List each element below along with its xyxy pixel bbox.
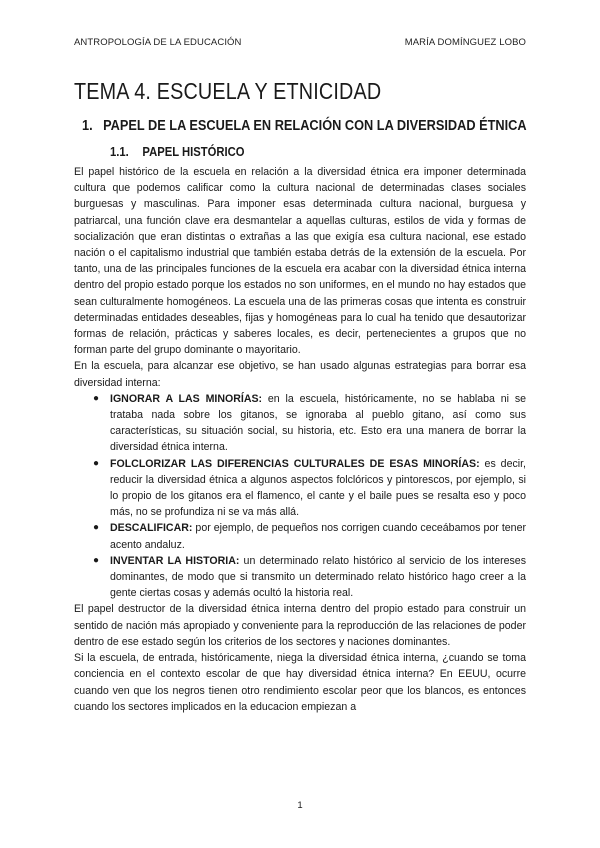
bullet-icon: ● <box>93 554 100 566</box>
list-item <box>93 520 526 552</box>
section-heading <box>82 118 527 134</box>
subsection-number: 1.1. <box>110 145 129 159</box>
strategy-term: INVENTAR LA HISTORIA: <box>110 554 240 567</box>
strategy-text: por ejemplo, de pequeños nos corrigen cuando ceceábamos por tener acento andaluz. <box>110 522 526 551</box>
header-author: MARÍA DOMÍNGUEZ LOBO <box>404 37 526 48</box>
bullet-icon: ● <box>93 522 100 534</box>
paragraph: En la escuela, para alcanzar ese objetivo, se han usado algunas estrategias para borrar esa diversidad interna: <box>74 360 526 389</box>
subsection-title: PAPEL HISTÓRICO <box>142 145 245 159</box>
section-title: PAPEL DE LA ESCUELA EN RELACIÓN CON LA DIVERSIDAD ÉTNICA <box>103 118 527 134</box>
section-number: 1. <box>82 118 93 134</box>
list-item <box>93 391 527 456</box>
list-item <box>93 456 526 521</box>
strategy-term: FOLCLORIZAR LAS DIFERENCIAS CULTURALES DE ESAS MINORÍAS: <box>110 457 480 470</box>
page-number: 1 <box>297 800 303 811</box>
paragraph: Si la escuela, de entrada, históricamente, niega la diversidad étnica interna, ¿cuando se toma conciencia en el contexto escolar de que hay diversidad étnica interna? En EEUU, ocurre cuando ven que los negros tienen otro rendimiento escolar peor que los blancos, es entonces cuando los sectores implicados en la educacion empiezan a <box>74 652 526 713</box>
paragraph: El papel destructor de la diversidad étnica interna dentro del propio estado para construir un sentido de nación más apropiado y conveniente para la reproducción de las relaciones de poder dentro de ese estado según los criterios de los sectores y naciones dominantes. <box>74 603 526 648</box>
strategy-list <box>74 391 526 602</box>
paragraph: El papel histórico de la escuela en relación a la diversidad étnica era imponer determinada cultura que podemos calificar como la cultura nacional de determinadas clases sociales burguesas y masculinas. Para imponer esas determinada cultura nacional, burguesa y patriarcal, una función clave era desmantelar a aquellas culturas, estilos de vida y formas de socialización que eran distintas o extrañas a las que exigía esa cultura nacional, ese estado nación o el capitalismo industrial que también estaba detrás de la extensión de la escuela. Por tanto, una de las principales funciones de la escuela era acabar con la diversidad étnica interna dentro del propio estado porque los estados no son uniformes, en el mundo no hay estados que sean culturalmente homogéneos. La escuela una de las primeras cosas que intenta es construir determinadas entidades deseables, fijas y homogéneas para lo cual ha tenido que desautorizar formas de relación, prácticas y saberes locales, es decir, pertenecientes a grupos que no forman parte del grupo dominante o mayoritario. <box>74 166 526 357</box>
page-title: TEMA 4. ESCUELA Y ETNICIDAD <box>74 78 382 104</box>
strategy-text: en la escuela, históricamente, no se hablaba ni se trataba nada sobre los gitanos, se ignoraba al pueblo gitano, así como sus características, su situación social, su historia, etc. Esto era una manera de borrar la diversidad étnica interna. <box>110 392 527 454</box>
strategy-term: DESCALIFICAR: <box>110 522 193 535</box>
strategy-term: IGNORAR A LAS MINORÍAS: <box>110 392 263 405</box>
strategy-text: es decir, reducir la diversidad étnica a algunos aspectos folclóricos y pintorescos, por ejemplo, si lo propio de los gitanos era el flamenco, el cante y el baile pues se resalta eso y poco más, no se profundiza ni se va más allá. <box>110 457 526 519</box>
header-course: ANTROPOLOGÍA DE LA EDUCACIÓN <box>74 37 242 48</box>
body-text <box>74 164 526 715</box>
bullet-icon: ● <box>93 392 100 404</box>
bullet-icon: ● <box>93 457 100 469</box>
list-item <box>93 553 527 602</box>
subsection-heading <box>110 145 245 159</box>
strategy-text: un determinado relato histórico al servicio de los intereses dominantes, de modo que si transmito un determinado relato histórico hago creer a la gente ciertas cosas y además ocultó la historia real. <box>110 554 527 600</box>
